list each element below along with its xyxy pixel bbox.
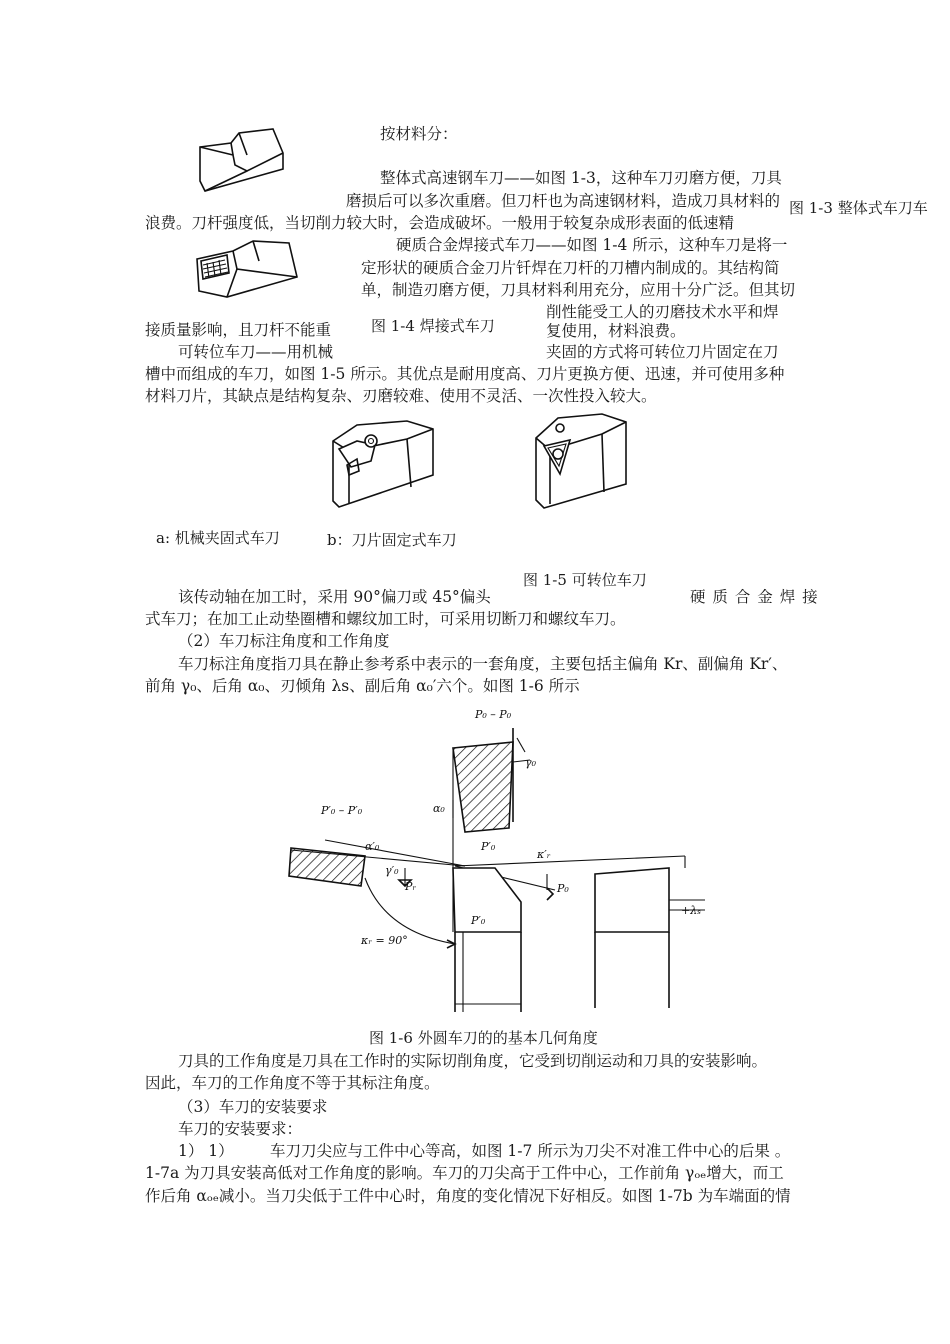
figure-1-6-tool-angles-diagram [285,700,715,1020]
text-line: 车刀的安装要求： [178,1120,303,1138]
label-gamma0: γ₀ [525,756,536,769]
text-line: 浪费。刀杆强度低，当切削力较大时，会造成破坏。一般用于较复杂成形表面的低速精 [145,214,735,232]
text-line: 1-7a 为刀具安装高低对工作角度的影响。车刀的刀尖高于工件中心，工作前角 γₒₑ增大，而工 [145,1164,784,1182]
figure-caption: 图 1-6 外圆车刀的的基本几何角度 [369,1029,598,1047]
section-heading: （2）车刀标注角度和工作角度 [178,632,390,650]
figure-caption: 图 1-5 可转位车刀 [523,571,647,589]
figure-caption: b：刀片固定式车刀 [327,531,457,549]
text-line: 按材料分： [380,125,458,143]
figure-1-4-brazed-tool [193,235,303,303]
text-line: 槽中而组成的车刀，如图 1-5 所示。其优点是耐用度高、刀片更换方便、迅速，并可使用多种 [145,365,785,383]
text-line: 式车刀；在加工止动垫圈槽和螺纹加工时，可采用切断刀和螺纹车刀。 [145,610,626,628]
section-heading: （3）车刀的安装要求 [178,1098,328,1116]
text-line: 夹固的方式将可转位刀片固定在刀 [546,343,779,361]
text-line: 硬质合金焊接式车刀——如图 1-4 所示，这种车刀是将一 [396,236,788,254]
figure-1-5a-clamped-tool [327,415,439,513]
figure-caption: 图 1-4 焊接式车刀 [371,317,495,335]
text-line: 可转位车刀——用机械 [178,343,334,361]
text-line: 前角 γ₀、后角 α₀、刃倾角 λs、副后角 α₀′六个。如图 1-6 所示 [145,677,580,695]
text-line: 削性能受工人的刃磨技术水平和焊 [546,303,779,321]
figure-caption: a: 机械夹固式车刀 [156,529,280,547]
label-p0: P₀ [557,882,569,895]
text-line: 车刀刀尖应与工件中心等高，如图 1-7 所示为刀尖不对准工件中心的后果 。 [270,1142,791,1160]
text-line: 该传动轴在加工时，采用 90°偏刀或 45°偏头 [178,588,491,606]
text-line: 刀具的工作角度是刀具在工作时的实际切削角度，它受到切削运动和刀具的安装影响。 [178,1052,768,1070]
text-line: 硬 质 合 金 焊 接 [690,588,819,606]
label-kappa-r: κᵣ = 90° [361,934,408,947]
figure-1-3-solid-tool [195,125,285,195]
text-line: 复使用，材料浪费。 [546,322,686,340]
label-p0-prime-lower: P′₀ [471,914,486,927]
figure-caption: 图 1-3 整体式车刀车 [789,199,928,217]
label-p0-p0: P₀ – P₀ [475,708,512,721]
list-marker: 1） 1） [178,1142,234,1160]
label-alpha0: α₀ [433,802,445,815]
label-gamma0-prime: γ′₀ [385,864,399,877]
label-pr: Pᵣ [405,880,417,893]
label-alpha0-prime: α′₀ [365,840,380,853]
text-line: 作后角 αₒₑ减小。当刀尖低于工件中心时，角度的变化情况下好相反。如图 1-7b 为车端面的情 [145,1187,791,1205]
text-line: 单，制造刃磨方便，刀具材料利用充分，应用十分广泛。但其切 [361,281,796,299]
text-line: 磨损后可以多次重磨。但刀杆也为高速钢材料，造成刀具材料的 [346,192,781,210]
text-line: 因此，车刀的工作角度不等于其标注角度。 [145,1074,440,1092]
text-line: 接质量影响，且刀杆不能重 [145,321,332,339]
label-kappa-r-prime: κ′ᵣ [537,848,551,861]
label-p0-prime: P′₀ [481,840,496,853]
text-line: 整体式高速钢车刀——如图 1-3，这种车刀刃磨方便，刀具 [380,169,782,187]
label-p0p-p0p: P′₀ – P′₀ [321,804,363,817]
text-line: 材料刀片，其缺点是结构复杂、刃磨较难、使用不灵活、一次性投入较大。 [145,387,657,405]
figure-1-5b-insert-tool [530,408,630,512]
label-lambda-s: +λₛ [681,904,701,917]
text-line: 定形状的硬质合金刀片钎焊在刀杆的刀槽内制成的。其结构简 [361,259,780,277]
text-line: 车刀标注角度指刀具在静止参考系中表示的一套角度，主要包括主偏角 Kr、副偏角 Kr′、 [178,655,788,673]
